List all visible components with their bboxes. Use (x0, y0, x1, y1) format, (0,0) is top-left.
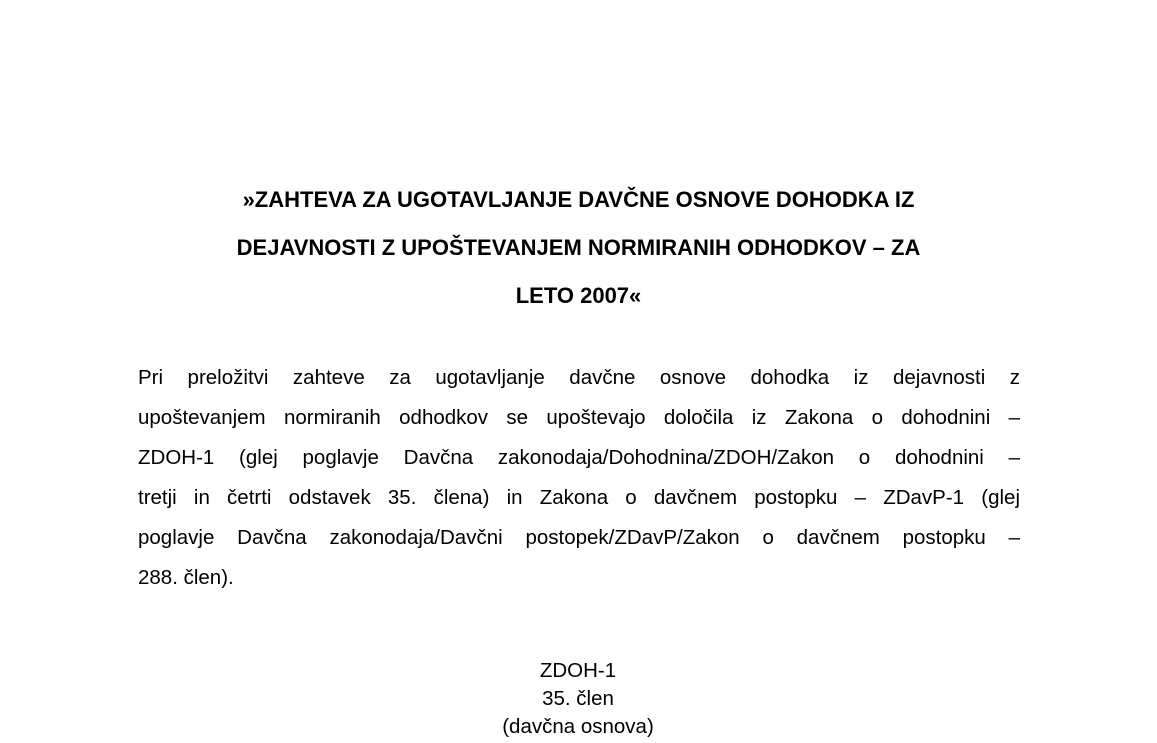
paragraph-line: tretji in četrti odstavek 35. člena) in Zakona o davčnem postopku – ZDavP-1 (glej (138, 486, 1020, 509)
intro-paragraph (138, 358, 1020, 598)
law-section-heading (378, 657, 778, 741)
paragraph-line: ZDOH-1 (glej poglavje Davčna zakonodaja/Dohodnina/ZDOH/Zakon o dohodnini – (138, 446, 1020, 469)
article-title: (davčna osnova) (502, 715, 654, 738)
title-line: »ZAHTEVA ZA UGOTAVLJANJE DAVČNE OSNOVE DOHODKA IZ (242, 187, 915, 212)
paragraph-line: poglavje Davčna zakonodaja/Davčni postopek/ZDavP/Zakon o davčnem postopku – (138, 526, 1020, 549)
paragraph-line: upoštevanjem normiranih odhodkov se upoštevajo določila iz Zakona o dohodnini – (138, 406, 1020, 429)
article-number: 35. člen (542, 687, 614, 710)
paragraph-line: 288. člen). (138, 566, 234, 589)
paragraph-line: Pri preložitvi zahteve za ugotavljanje davčne osnove dohodka iz dejavnosti z (138, 366, 1020, 389)
title-line: LETO 2007« (515, 283, 642, 308)
document-title (130, 176, 1027, 320)
law-name: ZDOH-1 (539, 659, 617, 682)
title-line: DEJAVNOSTI Z UPOŠTEVANJEM NORMIRANIH ODHODKOV – ZA (236, 235, 921, 260)
